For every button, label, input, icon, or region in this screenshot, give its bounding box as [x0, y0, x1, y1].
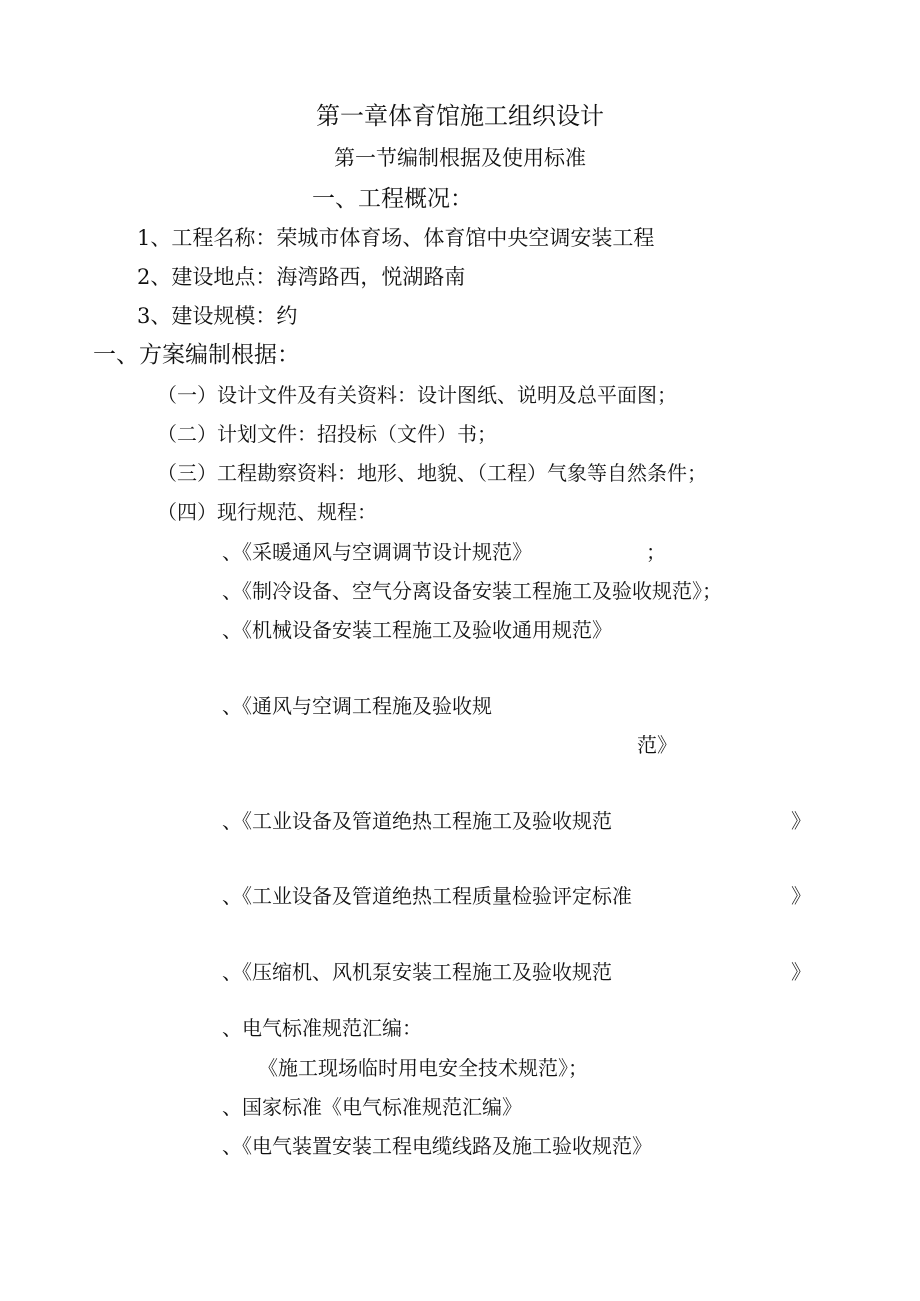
overview-item-location: 2、建设地点：海湾路西，悦湖路南 [137, 265, 466, 289]
overview-item-scale: 3、建设规模：约 [137, 304, 298, 328]
standard-item-tail: 》 [791, 884, 811, 908]
chapter-title: 第一章体育馆施工组织设计 [316, 102, 604, 130]
standard-item: 、《制冷设备、空气分离设备安装工程施工及验收规范》； [222, 579, 722, 603]
standard-item: 、《电气装置安装工程电缆线路及施工验收规范》 [222, 1134, 652, 1158]
standard-item-tail: 范》 [637, 733, 677, 757]
standard-item: 《施工现场临时用电安全技术规范》； [258, 1056, 588, 1080]
standard-item-tail: 》 [791, 960, 811, 984]
standard-item: 、《工业设备及管道绝热工程质量检验评定标准 [222, 884, 632, 908]
standard-item-tail: 》 [791, 809, 811, 833]
standard-item: 、《机械设备安装工程施工及验收通用规范》 [222, 618, 612, 642]
section-title: 第一节编制根据及使用标准 [334, 146, 586, 170]
basis-subitem-survey-data: （三）工程勘察资料：地形、地貌、（工程）气象等自然条件； [157, 461, 707, 485]
basis-subitem-current-codes: （四）现行规范、规程： [157, 500, 377, 524]
overview-item-name: 1、工程名称：荣城市体育场、体育馆中央空调安装工程 [137, 226, 655, 250]
basis-subitem-plan-docs: （二）计划文件：招投标（文件）书； [157, 422, 497, 446]
standard-item-tail: ； [646, 540, 666, 564]
standard-item: 、电气标准规范汇编： [222, 1016, 422, 1040]
standard-item: 、国家标准《电气标准规范汇编》 [222, 1095, 522, 1119]
overview-heading: 一、工程概况： [312, 186, 473, 212]
basis-heading: 一、方案编制根据： [93, 342, 300, 368]
standard-item: 、《通风与空调工程施及验收规 [222, 694, 492, 718]
standard-item: 、《采暖通风与空调调节设计规范》 [222, 540, 532, 564]
standard-item: 、《压缩机、风机泵安装工程施工及验收规范 [222, 960, 612, 984]
standard-item: 、《工业设备及管道绝热工程施工及验收规范 [222, 809, 612, 833]
basis-subitem-design-docs: （一）设计文件及有关资料：设计图纸、说明及总平面图； [157, 383, 677, 407]
